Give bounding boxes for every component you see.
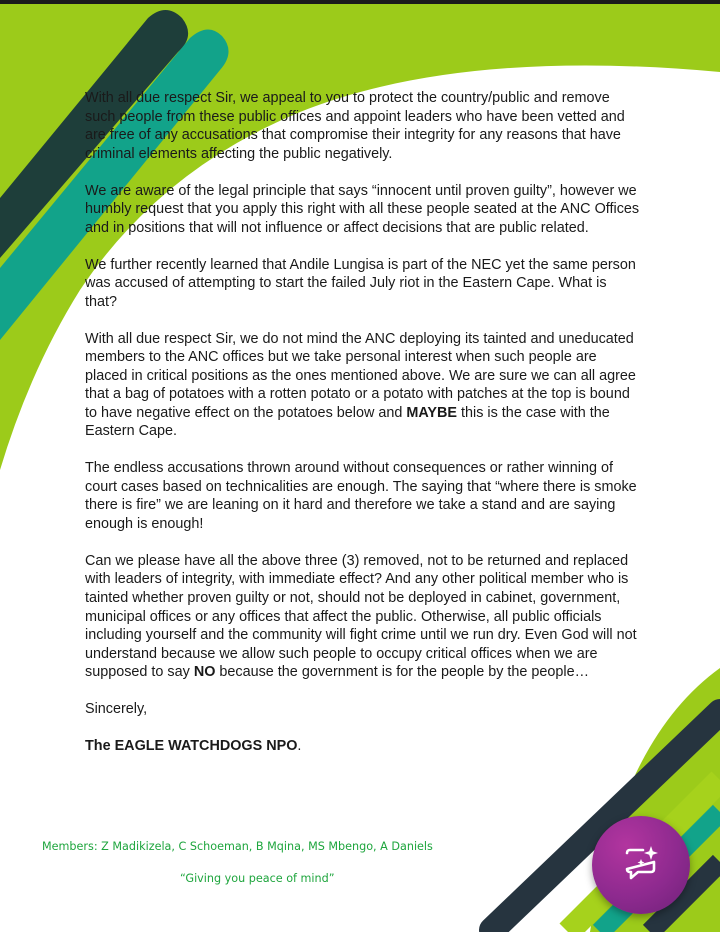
paragraph-request-end: because the government is for the people by the people…: [215, 664, 590, 681]
emphasis-no: NO: [193, 664, 216, 681]
signature: The EAGLE WATCHDOGS NPO: [85, 737, 298, 754]
paragraph-potatoes-end: this is the case with the Eastern Cape.: [85, 404, 610, 440]
chat-assistant-button[interactable]: [592, 816, 690, 914]
footer-motto: “Giving you peace of mind”: [180, 872, 335, 885]
closing: Sincerely,: [85, 701, 148, 718]
letter-body: [85, 89, 640, 774]
signature-period: .: [297, 737, 302, 754]
paragraph-appeal: With all due respect Sir, we appeal to you to protect the country/public and remove such people from these public offices and appoint leaders who have been vetted and are free of any accusations that compromise their integrity for any reasons that have criminal elements affecting the public negatively.: [85, 90, 625, 162]
paragraph-nec: We further recently learned that Andile Lungisa is part of the NEC yet the same person was accused of attempting to start the failed July riot in the Eastern Cape. What is that?: [85, 256, 636, 310]
chat-sparkle-icon: [621, 843, 661, 888]
paragraph-request-text: Can we please have all the above three (3) removed, not to be returned and replaced with leaders of integrity, with immediate effect? And any other political member who is tainted whether proven guilty or not, should not be deployed in cabinet, government, municipal offices or any offices that affect the public. Otherwise, all public officials including yourself and the community will fight crime until we run dry. Even God will not understand because we allow such people to occupy critical offices when we are supposed to say: [85, 552, 637, 681]
paragraph-potatoes: [85, 330, 640, 442]
paragraph-request: [85, 552, 640, 682]
paragraph-legal-principle: We are aware of the legal principle that says “innocent until proven guilty”, however we humbly request that you apply this right with all these people seated at the ANC Offices and in positions that will not influence or affect decisions that are public related.: [85, 182, 640, 236]
signature-line: [85, 737, 640, 756]
paragraph-potatoes-text: With all due respect Sir, we do not mind the ANC deploying its tainted and uneducated members to the ANC offices but we take personal interest when such people are placed in critical positions as the ones mentioned above. We are sure we can all agree that a bag of potatoes with a rotten potato or a potato with patches at the top is bound to have negative effect on the potatoes below and: [85, 330, 636, 421]
emphasis-maybe: MAYBE: [406, 404, 458, 421]
paragraph-accusations: The endless accusations thrown around without consequences or rather winning of court cases based on technicalities are enough. The saying that “where there is smoke there is fire” we are leaning on it hard and therefore we take a stand and are saying enough is enough!: [85, 460, 637, 533]
footer-members: Members: Z Madikizela, C Schoeman, B Mqina, MS Mbengo, A Daniels: [42, 840, 433, 853]
